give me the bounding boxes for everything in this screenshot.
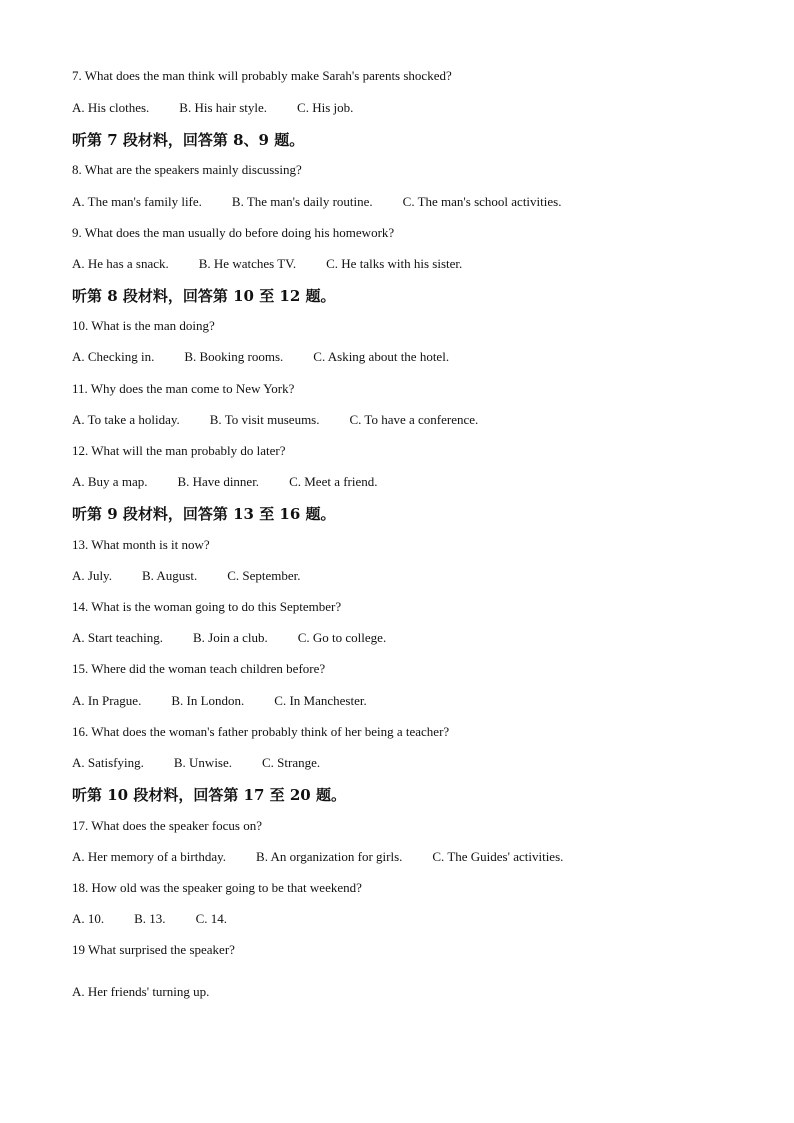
answer-option: B. He watches TV. (198, 256, 297, 271)
answer-option: C. September. (227, 568, 301, 583)
answer-options (72, 755, 320, 771)
answer-option: B. Have dinner. (177, 474, 260, 489)
answer-option: A. The man's family life. (72, 194, 202, 209)
answer-options (72, 568, 301, 584)
answer-option: A. To take a holiday. (72, 412, 180, 427)
question-text: 17. What does the speaker focus on? (72, 818, 263, 833)
answer-options (72, 474, 378, 490)
question-text: 16. What does the woman's father probably think of her being a teacher? (72, 724, 450, 739)
answer-option: C. 14. (195, 911, 227, 926)
answer-options (72, 256, 462, 272)
answer-option: A. In Prague. (72, 693, 142, 708)
answer-options (72, 693, 367, 709)
answer-option: A. Her memory of a birthday. (72, 849, 227, 864)
answer-option: B. August. (141, 568, 198, 583)
question-text: 10. What is the man doing? (72, 318, 215, 333)
answer-options (72, 911, 227, 927)
question-text: 18. How old was the speaker going to be that weekend? (72, 880, 362, 895)
section-heading: 听第 7 段材料，回答第 8、9 题。 (72, 131, 305, 149)
answer-option: C. He talks with his sister. (326, 256, 463, 271)
answer-options (72, 412, 478, 428)
question-text: 14. What is the woman going to do this September? (72, 599, 342, 614)
answer-option: B. An organization for girls. (256, 849, 403, 864)
answer-options (72, 630, 386, 646)
answer-option: A. Her friends' turning up. (72, 984, 210, 999)
question-text: 19 What surprised the speaker? (72, 942, 235, 957)
answer-option: C. Meet a friend. (289, 474, 378, 489)
question-text: 13. What month is it now? (72, 537, 210, 552)
question-text: 7. What does the man think will probably make Sarah's parents shocked? (72, 68, 452, 83)
section-heading: 听第 10 段材料，回答第 17 至 20 题。 (72, 786, 346, 804)
answer-option: C. Go to college. (297, 630, 387, 645)
answer-option: A. Start teaching. (72, 630, 163, 645)
section-heading: 听第 8 段材料，回答第 10 至 12 题。 (72, 287, 336, 305)
answer-options (72, 100, 353, 116)
answer-option: A. He has a snack. (72, 256, 169, 271)
answer-options (72, 984, 209, 1000)
answer-option: C. His job. (297, 100, 354, 115)
answer-option: A. July. (72, 568, 112, 583)
answer-option: A. His clothes. (72, 100, 150, 115)
answer-option: B. The man's daily routine. (231, 194, 373, 209)
question-text: 11. Why does the man come to New York? (72, 381, 295, 396)
answer-option: A. Buy a map. (72, 474, 148, 489)
answer-option: C. The Guides' activities. (432, 849, 564, 864)
answer-option: B. In London. (171, 693, 245, 708)
answer-option: B. Join a club. (192, 630, 268, 645)
answer-option: B. His hair style. (179, 100, 268, 115)
answer-option: A. Satisfying. (72, 755, 144, 770)
section-heading: 听第 9 段材料，回答第 13 至 16 题。 (72, 505, 336, 523)
answer-option: C. To have a conference. (349, 412, 479, 427)
question-text: 9. What does the man usually do before doing his homework? (72, 225, 395, 240)
answer-option: B. To visit museums. (209, 412, 320, 427)
answer-option: A. 10. (72, 911, 105, 926)
answer-option: B. Unwise. (173, 755, 233, 770)
answer-option: A. Checking in. (72, 349, 155, 364)
answer-option: C. The man's school activities. (402, 194, 562, 209)
answer-options (72, 194, 561, 210)
answer-options (72, 349, 449, 365)
answer-option: C. In Manchester. (274, 693, 367, 708)
answer-option: B. 13. (134, 911, 166, 926)
question-text: 12. What will the man probably do later? (72, 443, 286, 458)
answer-option: C. Strange. (262, 755, 321, 770)
answer-option: B. Booking rooms. (184, 349, 284, 364)
answer-options (72, 849, 563, 865)
answer-option: C. Asking about the hotel. (313, 349, 450, 364)
question-text: 8. What are the speakers mainly discussing? (72, 162, 302, 177)
question-text: 15. Where did the woman teach children before? (72, 661, 326, 676)
